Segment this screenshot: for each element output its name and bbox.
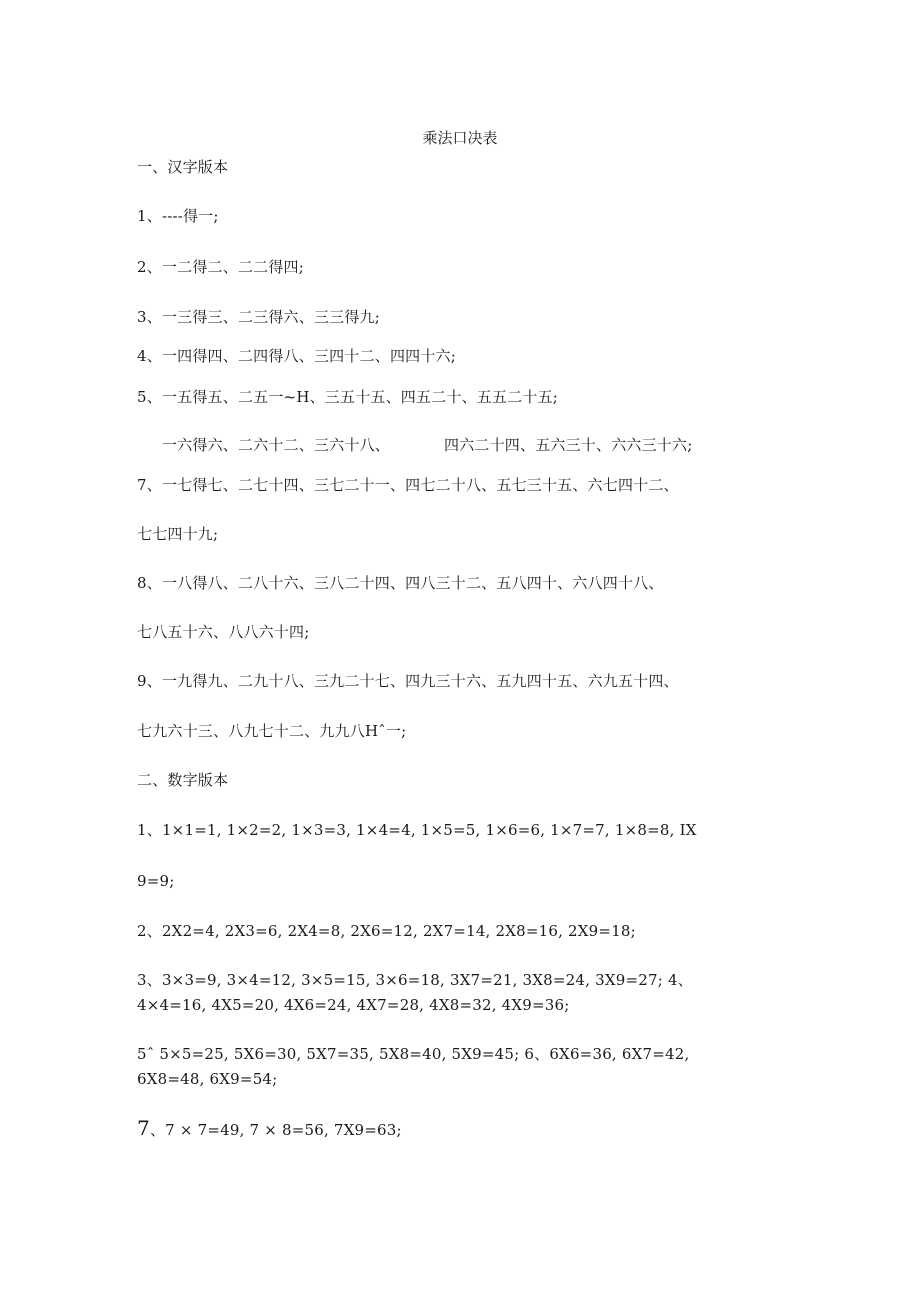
hanzi-row-6-part2: 四六二十四、五六三十、六六三十六; — [444, 436, 693, 454]
hanzi-row-3: 3、一三得三、二三得六、三三得九; — [137, 308, 380, 326]
hanzi-row-4: 4、一四得四、二四得八、三四十二、四四十六; — [137, 347, 456, 365]
hanzi-row-5: 5、一五得五、二五一~H、三五十五、四五二十、五五二十五; — [137, 388, 559, 406]
digits-row-1-line1: 1、1×1=1, 1×2=2, 1×3=3, 1×4=4, 1×5=5, 1×6=6, 1×7=7, 1×8=8, IX — [137, 821, 697, 839]
hanzi-row-2: 2、一二得二、二二得四; — [137, 258, 304, 276]
hanzi-row-1: 1、----得一; — [137, 207, 219, 225]
digits-row-2: 2、2X2=4, 2X3=6, 2X4=8, 2X6=12, 2X7=14, 2X8=16, 2X9=18; — [137, 922, 636, 940]
section-heading-hanzi: 一、汉字版本 — [137, 158, 229, 176]
section-heading-digits: 二、数字版本 — [137, 771, 229, 789]
hanzi-row-7-line1: 7、一七得七、二七十四、三七二十一、四七二十八、五七三十五、六七四十二、 — [137, 476, 679, 494]
hanzi-row-6-part1: 一六得六、二六十二、三六十八、 — [162, 436, 391, 454]
hanzi-row-9-line1: 9、一九得九、二九十八、三九二十七、四九三十六、五九四十五、六九五十四、 — [137, 672, 679, 690]
digits-row-7-text: 、7 × 7=49, 7 × 8=56, 7X9=63; — [149, 1121, 402, 1139]
digits-row-4: 4×4=16, 4X5=20, 4X6=24, 4X7=28, 4X8=32, 4X9=36; — [137, 996, 570, 1014]
hanzi-row-9-line2: 七九六十三、八九七十二、九九八Hˆ一; — [137, 722, 407, 740]
digits-row-3: 3、3×3=9, 3×4=12, 3×5=15, 3×6=18, 3X7=21, 3X8=24, 3X9=27; 4、 — [137, 971, 693, 989]
digits-row-5: 5ˆ 5×5=25, 5X6=30, 5X7=35, 5X8=40, 5X9=45; 6、6X6=36, 6X7=42, — [137, 1045, 690, 1063]
digits-row-6: 6X8=48, 6X9=54; — [137, 1070, 278, 1088]
hanzi-row-7-line2: 七七四十九; — [137, 525, 219, 543]
digits-row-1-line2: 9=9; — [137, 872, 175, 890]
hanzi-row-8-line1: 8、一八得八、二八十六、三八二十四、四八三十二、五八四十、六八四十八、 — [137, 574, 664, 592]
digits-row-7 — [137, 1118, 402, 1140]
digits-row-7-number: 7 — [137, 1116, 150, 1140]
document-title: 乘法口决表 — [422, 129, 498, 147]
hanzi-row-8-line2: 七八五十六、八八六十四; — [137, 623, 310, 641]
